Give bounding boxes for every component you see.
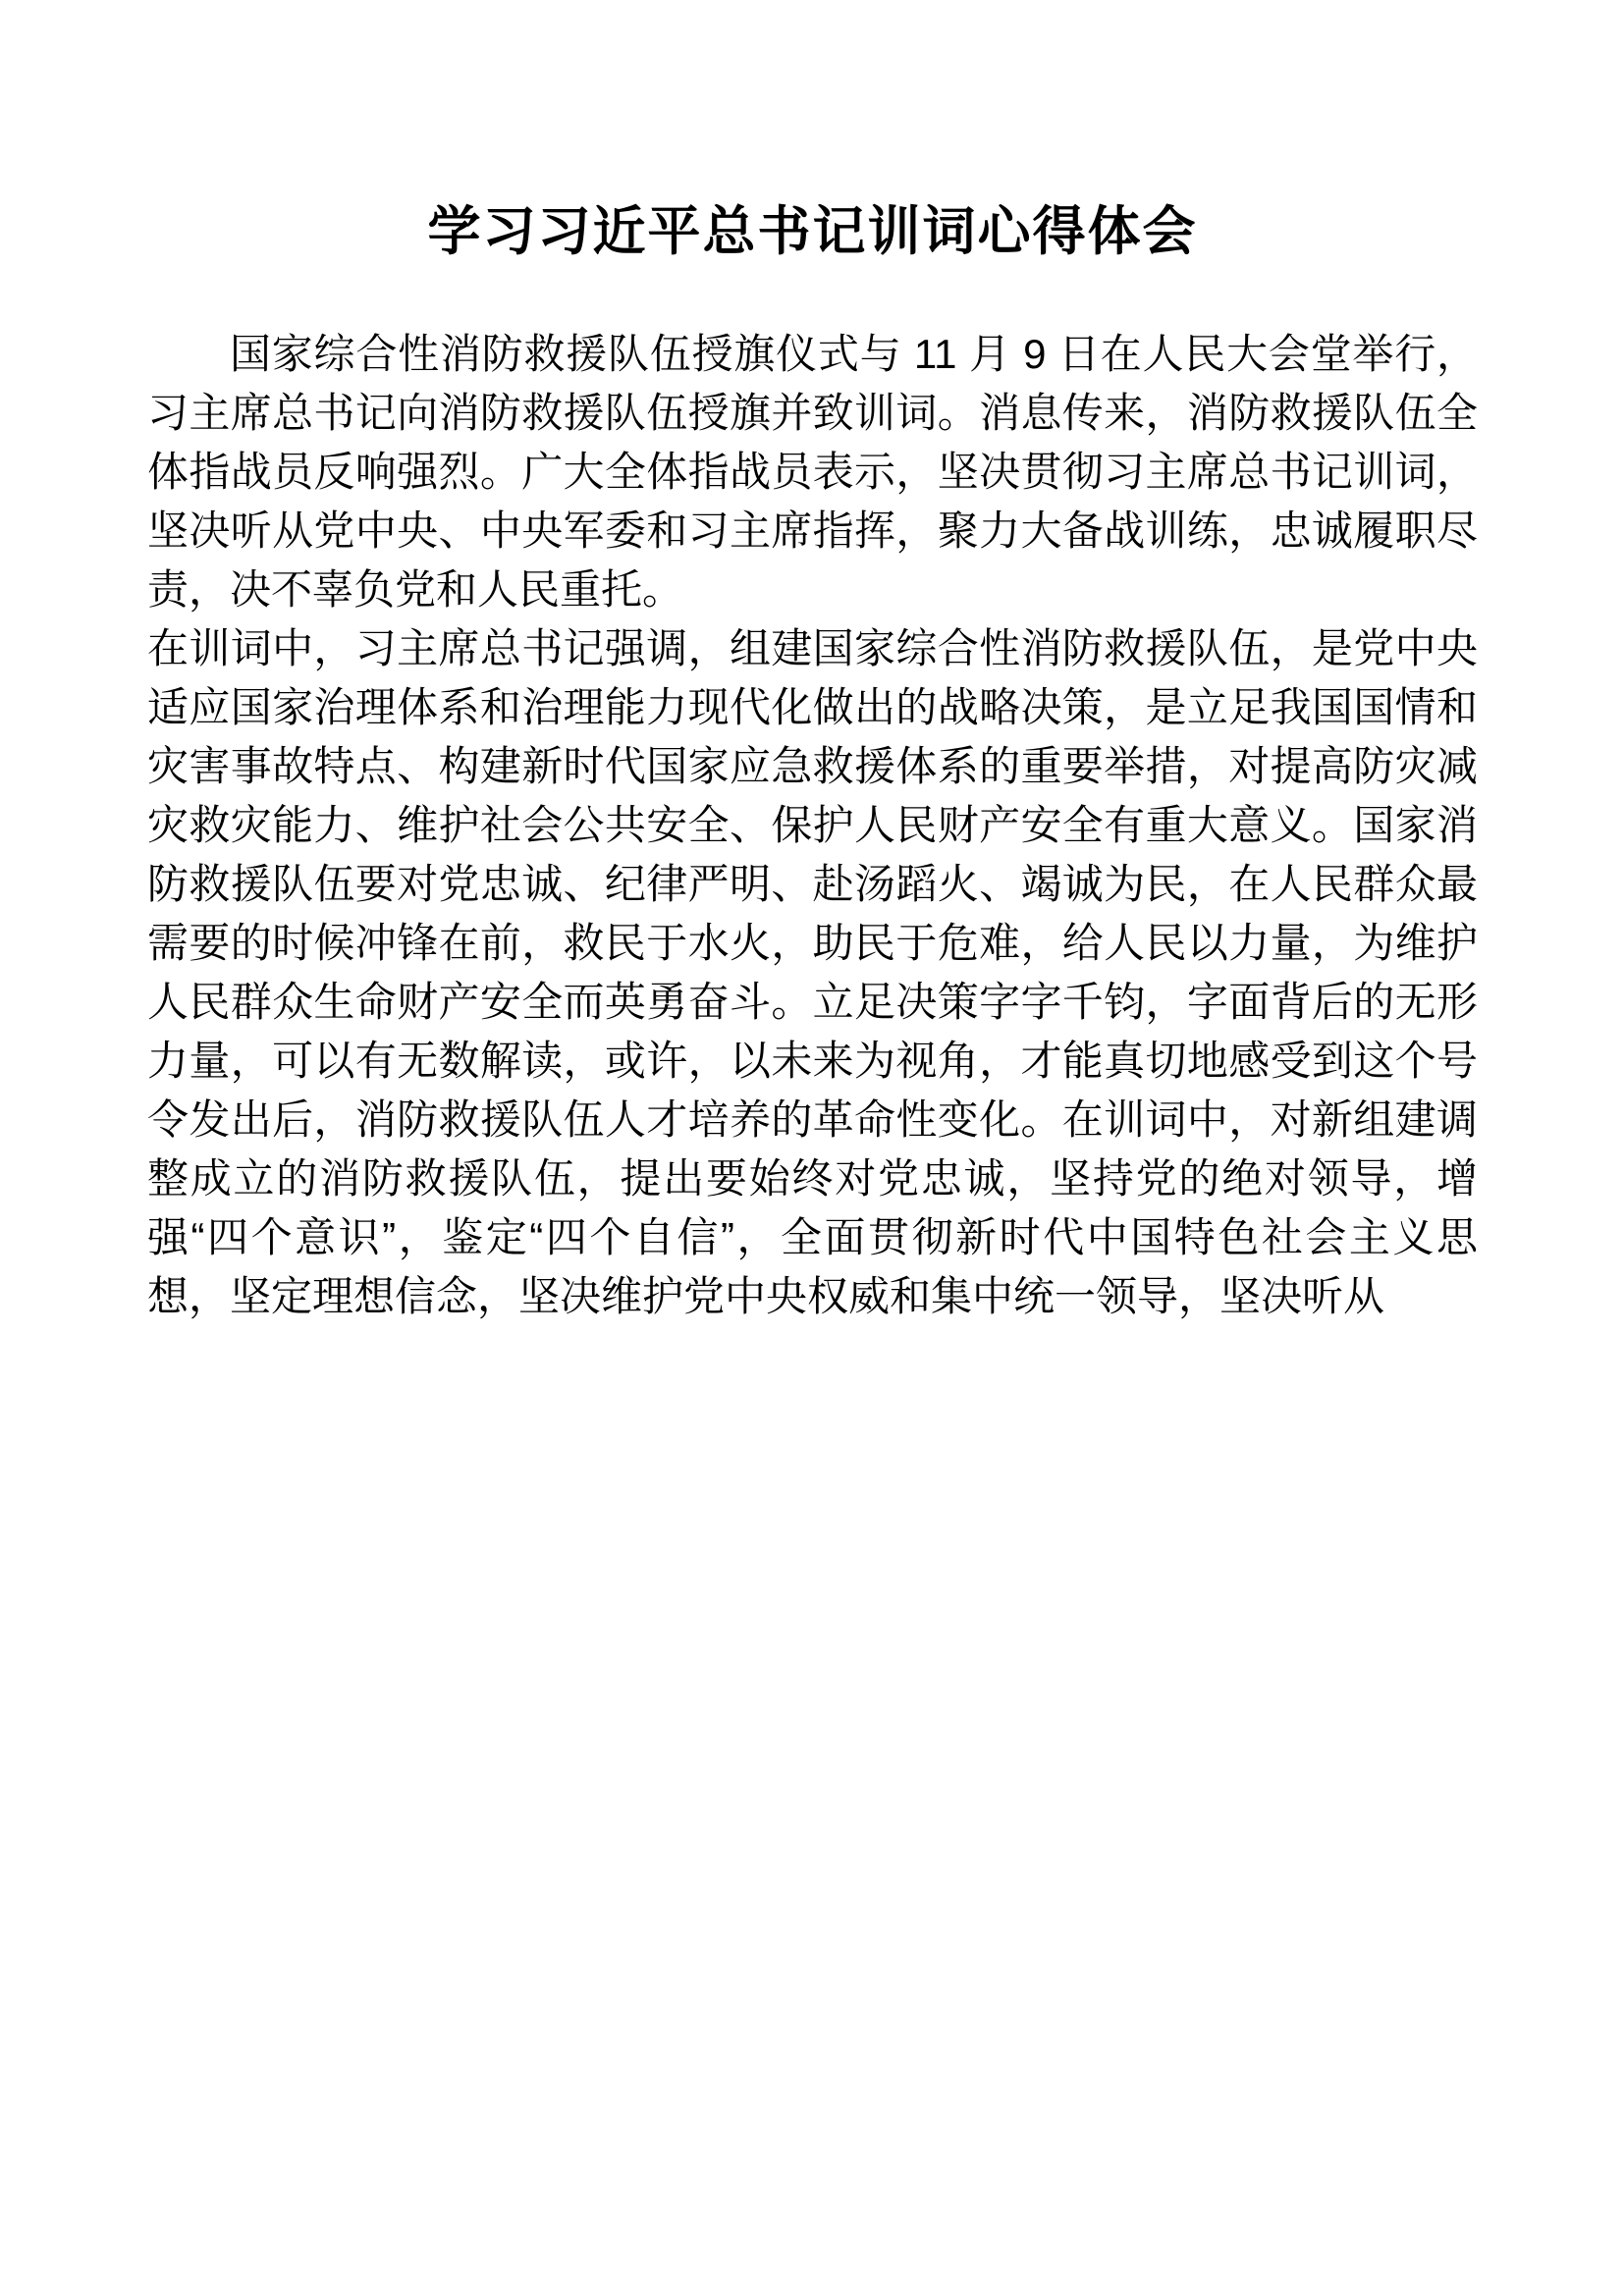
body-paragraph-2: 在训词中，习主席总书记强调，组建国家综合性消防救援队伍，是党中央适应国家治理体系和治理能力现代化做出的战略决策，是立足我国国情和灾害事故特点、构建新时代国家应急救援体系的重要举措，对提高防灾减灾救灾能力、维护社会公共安全、保护人民财产安全有重大意义。国家消防救援队伍要对党忠诚、纪律严明、赴汤蹈火、竭诚为民，在人民群众最需要的时候冲锋在前，救民于水火，助民于危难，给人民以力量，为维护人民群众生命财产安全而英勇奋斗。立足决策字字千钧，字面背后的无形力量，可以有无数解读，或许，以未来为视角，才能真切地感受到这个号令发出后，消防救援队伍人才培养的革命性变化。在训词中，对新组建调整成立的消防救援队伍，提出要始终对党忠诚，坚持党的绝对领导，增强“四个意识”，鉴定“四个自信”，全面贯彻新时代中国特色社会主义思想，坚定理想信念，坚决维护党中央权威和集中统一领导，坚决听从 xyxy=(147,624,1478,1319)
body-paragraph-1: 国家综合性消防救援队伍授旗仪式与 11 月 9 日在人民大会堂举行，习主席总书记向消防救援队伍授旗并致训词。消息传来，消防救援队伍全体指战员反响强烈。广大全体指战员表示，坚决贯彻习主席总书记训词，坚决听从党中央、中央军委和习主席指挥，聚力大备战训练，忠诚履职尽责，决不辜负党和人民重托。 xyxy=(147,330,1478,613)
page-title: 学习习近平总书记训词心得体会 xyxy=(427,202,1198,261)
document-body xyxy=(147,0,1478,1326)
